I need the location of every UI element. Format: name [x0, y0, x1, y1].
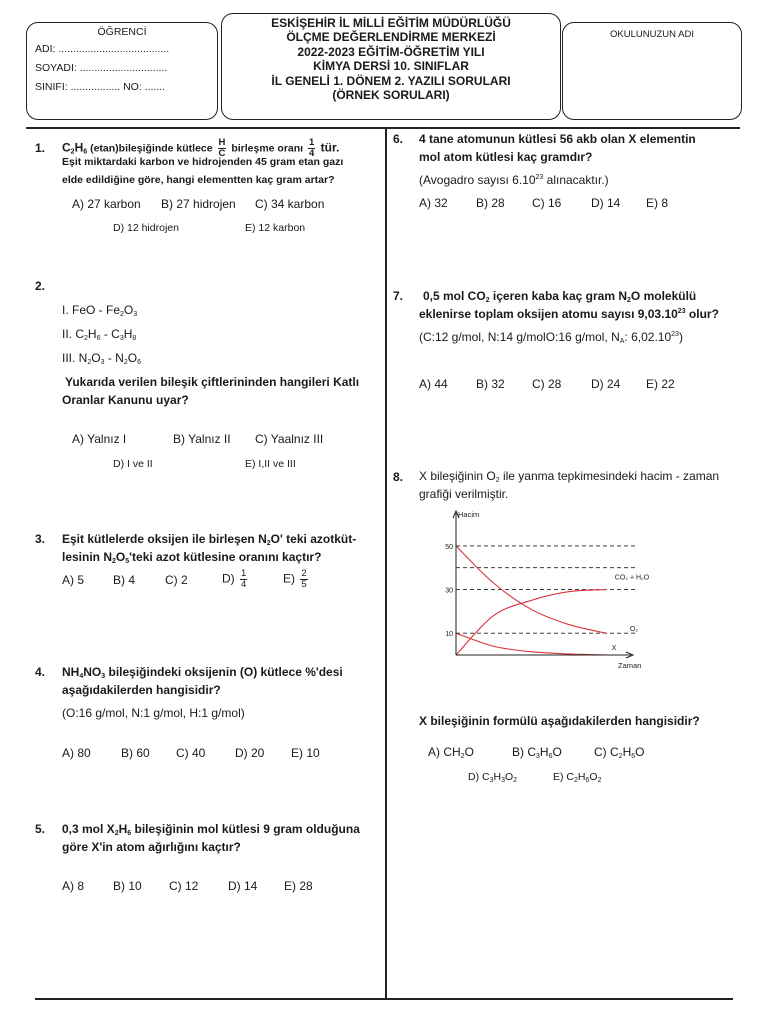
q5-option-d[interactable]: D) 14 [228, 879, 258, 893]
q2-stem-line2: Oranlar Kanunu uyar? [62, 393, 189, 407]
q3-option-a[interactable]: A) 5 [62, 573, 85, 587]
volume-time-chart [420, 505, 660, 680]
x-axis-label: Zaman [618, 661, 642, 670]
q2-item-ii: II. $C_2H_6 - C_3H_8$ [62, 327, 137, 342]
q3-option-d[interactable]: D) $\frac{1}{4}$ [222, 568, 247, 590]
q5-option-e[interactable]: E) 28 [284, 879, 313, 893]
q6-option-b[interactable]: B) 28 [476, 196, 505, 210]
header-line: ÖLÇME DEĞERLENDİRME MERKEZİ [286, 30, 496, 45]
q5-line2: göre X'in atom ağırlığını kaçtır? [62, 840, 241, 854]
q7-option-d[interactable]: D) 24 [591, 377, 621, 391]
q6-info: (Avogadro sayısı 6.10$^{23}$ alınacaktır.) [419, 173, 609, 187]
q4-line2: aşağıdakilerden hangisidir? [62, 683, 221, 697]
bottom-divider [35, 998, 733, 1000]
q6-option-c[interactable]: C) 16 [532, 196, 562, 210]
q2-option-e[interactable]: E) I,II ve III [245, 458, 296, 470]
q6-option-a[interactable]: A) 32 [419, 196, 448, 210]
q1-option-c[interactable]: C) 34 karbon [255, 197, 325, 211]
q4-option-c[interactable]: C) 40 [176, 746, 206, 760]
y-tick-label: 30 [445, 587, 453, 595]
q7-option-b[interactable]: B) 32 [476, 377, 505, 391]
q1-line3: elde edildiğine göre, hangi elementten kaç gram artar? [62, 174, 335, 186]
q3-line1: Eşit kütlelerde oksijen ile birleşen $N_2O'$ teki azotküt- [62, 532, 357, 547]
q5-option-b[interactable]: B) 10 [113, 879, 142, 893]
header-line: ESKİŞEHİR İL MİLLİ EĞİTİM MÜDÜRLÜĞÜ [271, 16, 511, 30]
student-surname-field[interactable]: SOYADI: .............................. [35, 62, 168, 74]
exam-header-box [221, 13, 561, 120]
student-info-box [26, 22, 218, 120]
series-line-CO₂ + H₂O [456, 590, 606, 655]
header-line: 2022-2023 EĞİTİM-ÖĞRETİM YILI [297, 44, 485, 59]
q2-stem-line1: Yukarıda verilen bileşik çiftlerininden hangileri Katlı [65, 375, 360, 389]
top-divider [26, 127, 740, 129]
student-class-field[interactable]: SINIFI: ................. NO: ....... [35, 81, 166, 93]
y-tick-label: 50 [445, 543, 453, 551]
q2-item-i: I. FeO - $Fe_2O_3$ [62, 303, 138, 318]
header-line: İL GENELİ 1. DÖNEM 2. YAZILI SORULARI [271, 73, 511, 88]
q3-option-c[interactable]: C) 2 [165, 573, 188, 587]
school-box-title: OKULUNUZUN ADI [610, 29, 694, 40]
q6-number: 6. [393, 132, 404, 146]
q1-mass-ratio-fraction: $\frac{H}{C}$ [218, 137, 226, 159]
q1-number: 1. [35, 141, 46, 155]
header-line: KİMYA DERSİ 10. SINIFLAR [313, 59, 469, 74]
q8-number: 8. [393, 470, 404, 484]
q6-line2: mol atom kütlesi kaç gramdır? [419, 150, 593, 164]
q6-option-d[interactable]: D) 14 [591, 196, 621, 210]
q3-line2: lesinin $N_2O_5'teki$ azot kütlesine oranını kaçtır? [62, 550, 322, 565]
q4-line1: $NH_4NO_3$ bileşiğindeki oksijenin (O) kütlece %'desi [62, 665, 343, 680]
q2-number: 2. [35, 279, 46, 293]
q5-option-c[interactable]: C) 12 [169, 879, 199, 893]
q8-option-c[interactable]: C) $C_2H_6O$ [594, 745, 645, 760]
q7-option-e[interactable]: E) 22 [646, 377, 675, 391]
q1-ratio-fraction: $\frac{1}{4}$ [309, 137, 315, 159]
q2-option-d[interactable]: D) I ve II [113, 458, 153, 470]
q1-option-a[interactable]: A) 27 karbon [72, 197, 141, 211]
q1-option-e[interactable]: E) 12 karbon [245, 222, 306, 234]
q8-question: X bileşiğinin formülü aşağıdakilerden hangisidir? [419, 714, 700, 728]
q8-option-e[interactable]: E) $C_2H_6O_2$ [553, 771, 602, 784]
series-line-X [456, 633, 606, 655]
q7-option-a[interactable]: A) 44 [419, 377, 448, 391]
q5-line1: 0,3 mol $X_2H_6$ bileşiğinin mol kütlesi 9 gram olduğuna [62, 822, 360, 837]
q5-option-a[interactable]: A) 8 [62, 879, 85, 893]
q8-line1: X bileşiğinin $O_2$ ile yanma tepkimesindeki hacim - zaman [419, 469, 720, 484]
y-tick-label: 10 [445, 631, 453, 639]
student-box-title: ÖĞRENCİ [97, 26, 147, 38]
q2-option-b[interactable]: B) Yalnız II [173, 432, 231, 446]
q5-number: 5. [35, 822, 46, 836]
q7-line1: 0,5 mol $CO_2$ içeren kaba kaç gram $N_2O$ molekülü [423, 289, 697, 304]
exam-header-lines [222, 16, 560, 102]
q1-line1: $C_2H_6$ (etan)bileşiğinde kütlece $\frac{H}{C}$ birleşme oranı $\frac{1}{4}$ tür. [62, 137, 340, 159]
q4-option-e[interactable]: E) 10 [291, 746, 320, 760]
q8-option-a[interactable]: A) $CH_2O$ [428, 745, 474, 760]
q4-option-a[interactable]: A) 80 [62, 746, 91, 760]
q8-line2: grafiği verilmiştir. [419, 487, 509, 501]
header-line: (ÖRNEK SORULARI) [332, 88, 450, 103]
q7-option-c[interactable]: C) 28 [532, 377, 562, 391]
q7-number: 7. [393, 289, 404, 303]
q4-option-b[interactable]: B) 60 [121, 746, 150, 760]
q4-number: 4. [35, 665, 46, 679]
q6-option-e[interactable]: E) 8 [646, 196, 669, 210]
q4-info: (O:16 g/mol, N:1 g/mol, H:1 g/mol) [62, 706, 245, 720]
q2-option-a[interactable]: A) Yalnız I [72, 432, 127, 446]
q8-option-d[interactable]: D) $C_3H_3O_2$ [468, 771, 518, 784]
q1-line2: Eşit miktardaki karbon ve hidrojenden 45 gram etan gazı [62, 156, 344, 168]
q4-option-d[interactable]: D) 20 [235, 746, 265, 760]
series-label: O₂ [629, 626, 639, 634]
q7-line2: eklenirse toplam oksijen atomu sayısı 9,03.10$^{23}$ olur? [419, 307, 719, 321]
column-divider [385, 128, 387, 998]
q7-info: (C:12 g/mol, N:14 g/molO:16 g/mol, $N_A$: 6,02.10$^{23}$) [419, 330, 683, 345]
y-axis-label: Hacim [458, 510, 480, 519]
q3-number: 3. [35, 532, 46, 546]
school-name-box[interactable] [562, 22, 742, 120]
q2-option-c[interactable]: C) Yaalnız III [255, 432, 324, 446]
student-name-field[interactable]: ADI: ...................................... [35, 43, 170, 55]
q3-option-e[interactable]: E) $\frac{2}{5}$ [283, 568, 307, 590]
series-label: CO₂ + H₂O [614, 574, 650, 582]
q1-option-b[interactable]: B) 27 hidrojen [161, 197, 236, 211]
q6-line1: 4 tane atomunun kütlesi 56 akb olan X elementin [419, 132, 696, 146]
series-label: X [611, 645, 617, 652]
q8-option-b[interactable]: B) $C_3H_6O$ [512, 745, 562, 760]
q3-option-b[interactable]: B) 4 [113, 573, 136, 587]
q2-item-iii: III. $N_2O_3 - N_2O_6$ [62, 351, 141, 366]
q1-option-d[interactable]: D) 12 hidrojen [113, 222, 179, 234]
